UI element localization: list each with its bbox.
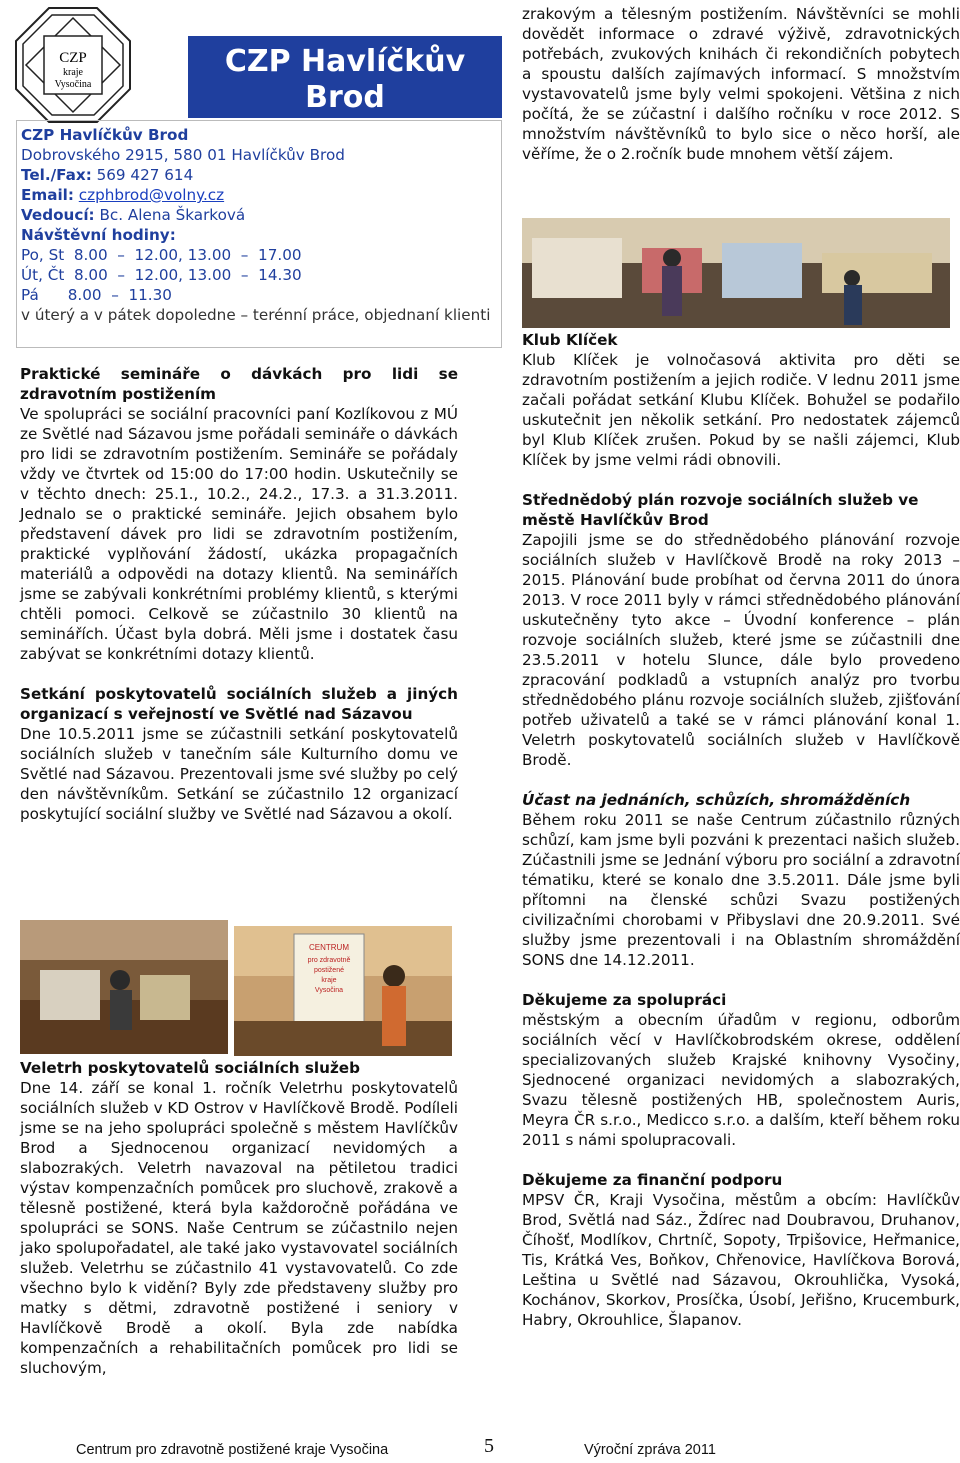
meetings-part-heading: Účast na jednáních, schůzích, shromážděních: [522, 791, 911, 809]
seminars-heading: Praktické semináře o dávkách pro lidi se zdravotním postižením: [20, 365, 458, 403]
meeting-heading: Setkání poskytovatelů sociálních služeb a jiných organizací s veřejností ve Světlé nad Sázavou: [20, 685, 458, 723]
club-heading: Klub Klíček: [522, 331, 618, 349]
logo-text-czp: CZP: [59, 50, 87, 66]
contact-head-row: [21, 205, 497, 225]
fair-text: Dne 14. září se konal 1. ročník Veletrhu poskytovatelů sociálních služeb v KD Ostrov v Havlíčkově Brodě. Podíleli jsme se na jeho spolupráci společně s městem Havlíčkův Brod a Sjednocenou organizací nevidomých a slabozrakých. Veletrh navazoval na pětiletou tradici výstav kompenzačních pomůcek pro sluchově, zrakově a tělesně postižené, která byla každoročně pořádána ve spolupráci se SONS. Naše Centrum se zúčastnilo nejen jako spolupořadatel, ale také jako vystavovatel sociálních služeb. Veletrhu se zúčastnilo 41 vystavovatelů. Co zde všechno bylo k vidění? Byly zde představeny služby pro matky s dětmi, zdravotně postižené i seniory v Havlíčkově Brodě a okolí. Byla zde nabídka kompenzačních a rehabilitačních pomůcek pro lidi se sluchovým,: [20, 1079, 458, 1377]
fair-heading: Veletrh poskytovatelů sociálních služeb: [20, 1059, 360, 1077]
plan-heading: Střednědobý plán rozvoje sociálních služeb ve městě Havlíčkův Brod: [522, 491, 919, 529]
contact-email-label: Email:: [21, 186, 74, 204]
thanks-text: městským a obecním úřadům v regionu, odborům sociálních věcí v Havlíčkobrodském okrese, oddělení specializovaných služeb Krajské knihovny Vysočiny, Sjednocené organizaci nevidomých a slabozrakých, Svazu tělesně postižených HB, společnostem Auris, Meyra ČR s.r.o., Medicco s.r.o. a dalším, kteří během roku 2011 s námi spolupracovali.: [522, 1011, 960, 1149]
contact-phone: 569 427 614: [96, 166, 194, 184]
meeting-photo-2: [234, 926, 452, 1056]
contact-head-label: Vedoucí:: [21, 206, 95, 224]
meetings-part-text: Během roku 2011 se naše Centrum zúčastnilo různých schůzí, kam jsme byli pozváni k prezentaci našich služeb. Zúčastnili jsme se Jednání výboru pro sociální a zdravotní tématiku, které se konalo dne 3.5.2011. Dále jsme byli přítomni na členské schůzi Svazu postižených civilizačními chorobami v Přibyslavi dne 20.9.2011. Své služby jsme prezentovali i na Oblastním shromáždění SONS dne 14.12.2011.: [522, 811, 960, 969]
contact-hours-1: Út, Čt 8.00 – 12.00, 13.00 – 14.30: [21, 266, 302, 284]
contact-head: Bc. Alena Škarková: [99, 206, 246, 224]
footer-page-number: 5: [484, 1435, 494, 1457]
contact-email-row: [21, 185, 497, 205]
poster-line-1: CENTRUM: [309, 943, 349, 952]
contact-phone-row: [21, 165, 497, 185]
poster-line-4: kraje: [321, 977, 337, 984]
czp-logo: [14, 6, 132, 124]
fair-photo: [522, 218, 950, 328]
thanks-heading: Děkujeme za spolupráci: [522, 991, 727, 1009]
logo-text-vysocina: Vysočina: [54, 79, 92, 90]
meeting-photo-1: [20, 920, 228, 1054]
thanks-fin-text: MPSV ČR, Kraji Vysočina, městům a obcím: Havlíčkův Brod, Světlá nad Sáz., Ždírec nad Doubravou, Druhanov, Číhošť, Modlíkov, Chrtníč, Sopoty, Trpišovice, Heřmanice, Tis, Krátká Ves, Boňkov, Chřenovice, Havlíčkova Borová, Leština u Světlé nad Sázavou, Okrouhlička, Vysoká, Kochánov, Skorkov, Prosíčka, Úsobí, Jeřišno, Krucemburk, Habry, Okrouhlice, Šlapanov.: [522, 1191, 960, 1329]
contact-box: [16, 120, 502, 348]
title-line-2: Brod: [305, 80, 385, 115]
left-column: [20, 0, 491, 1377]
title-banner: [188, 36, 502, 118]
contact-org: CZP Havlíčkův Brod: [21, 126, 189, 144]
fair-section: [20, 1058, 458, 1378]
left-body: [20, 364, 458, 824]
thanks-fin-heading: Děkujeme za finanční podporu: [522, 1171, 783, 1189]
seminars-text: Ve spolupráci se sociální pracovníci paní Kozlíkovou z MÚ ze Světlé nad Sázavou jsme pořádali semináře o dávkách pro lidi se zdravotním postižením. Semináře se pořádaly vždy ve čtvrtek od 15:00 do 17:00 hodin. Uskutečnily se v těchto dnech: 25.1., 10.2., 24.2., 17.3. a 31.3.2011. Jednalo se o praktické semináře. Jejich obsahem bylo představení dávek pro lidi se zdravotním postižením, praktické vyplňování žádostí, ukázka propagačních materiálů a odpovědi na dotazy klientů. Na seminářích jsme se zabývali konkrétními problémy klientů, s kterými chtěli pomoci. Celkově se zúčastnilo 30 klientů na seminářích. Účast byla dobrá. Měli jsme i dostatek času zabývat se konkrétními dotazy klientů.: [20, 405, 458, 663]
meeting-text: Dne 10.5.2011 jsme se zúčastnili setkání poskytovatelů sociálních služeb v tanečním sále Kulturního domu ve Světlé nad Sázavou. Prezentovali jsme své služby po celý den návštěvníkům. Setkání se zúčastnilo 12 organizací poskytující sociální služby ve Světlé nad Sázavou a okolí.: [20, 725, 458, 823]
logo-text-kraje: kraje: [63, 67, 83, 78]
contact-hours-2: Pá 8.00 – 11.30: [21, 286, 172, 304]
poster-line-3: postižené: [314, 967, 344, 974]
plan-text: Zapojili jsme se do střednědobého plánování rozvoje sociálních služeb v Havlíčkově Brodě na roky 2013 – 2015. Plánování bude probíhat od června 2011 do února 2013. V roce 2011 byly v rámci střednědobého plánování uskutečněny tyto akce – Úvodní konference – plán rozvoje sociálních služeb, které jsme se zúčastnili dne 23.5.2011 v hotelu Slunce, dále bylo provedeno zpracování podkladů a vstupních analýz pro tvorbu střednědobého plánu rozvoje sociálních služeb, zjišťování potřeb uživatelů a také se v rámci plánování konal 1. Veletrh poskytovatelů sociálních služeb v Havlíčkově Brodě.: [522, 531, 960, 769]
contact-hours-label: Návštěvní hodiny:: [21, 226, 176, 244]
footer-left: Centrum pro zdravotně postižené kraje Vysočina: [76, 1442, 389, 1458]
contact-field-work: v úterý a v pátek dopoledne – terénní práce, objednaní klienti: [21, 306, 491, 324]
contact-address: Dobrovského 2915, 580 01 Havlíčkův Brod: [21, 146, 345, 164]
page-header: [20, 0, 466, 122]
contact-hours-0: Po, St 8.00 – 12.00, 13.00 – 17.00: [21, 246, 302, 264]
footer-right: Výroční zpráva 2011: [584, 1442, 716, 1458]
right-body: [522, 330, 960, 1330]
page-footer: [0, 1435, 960, 1463]
contact-email-link[interactable]: czphbrod@volny.cz: [78, 186, 225, 204]
poster-line-5: Vysočina: [314, 987, 344, 994]
title-line-1: CZP Havlíčkův: [224, 44, 466, 79]
fair-text-continued: zrakovým a tělesným postižením. Návštěvníci se mohli dovědět informace o zdravé výživě, zdravotnických potřebách, zvukových knihách či rekondičních pobytech a spoustu dalších zajímavých informací. S množstvím vystavovatelů jsme byly velmi spokojeni. Většina z nich počítá, že se zúčastní i dalšího ročníku v roce 2012. S množstvím návštěvníků to bylo sice o něco horší, ale věříme, že o 2.ročník bude mnohem větší zájem.: [522, 5, 960, 163]
contact-phone-label: Tel./Fax:: [21, 166, 92, 184]
poster-line-2: pro zdravotně: [307, 957, 351, 964]
right-column: [522, 0, 960, 1329]
club-text: Klub Klíček je volnočasová aktivita pro děti se zdravotním postižením a jejich rodiče. V lednu 2011 jsme začali pořádat setkání Klubu Klíček. Bohužel se podařilo uskutečnit jen několik setkání. Pro nedostatek zájemců byl Klub Klíček zrušen. Pokud by se našli zájemci, Klub Klíček by jsme velmi rádi obnovili.: [522, 351, 960, 469]
